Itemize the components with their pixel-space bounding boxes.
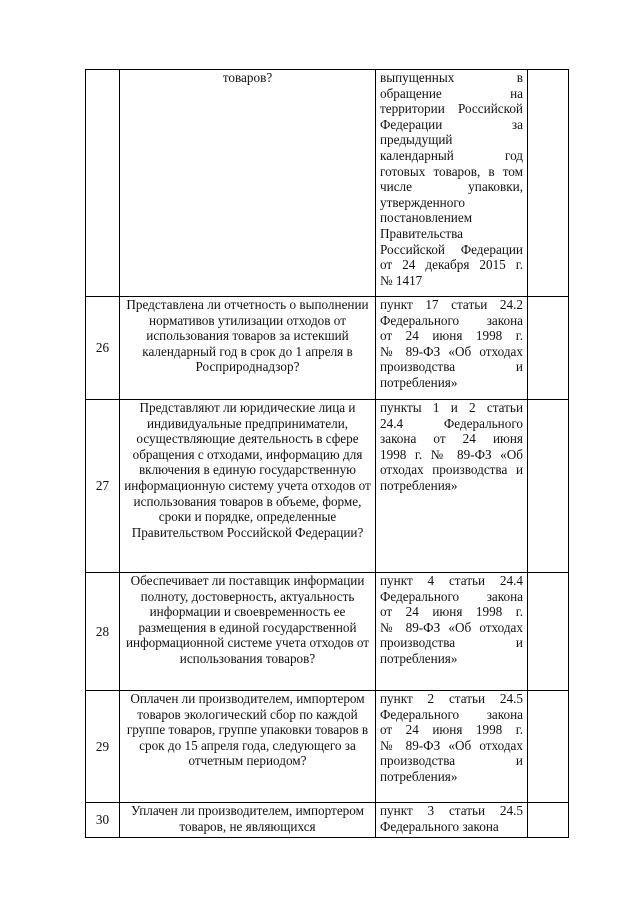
reference-line: пункт 2 статьи 24.5 — [380, 691, 523, 706]
checklist-table — [85, 69, 569, 838]
reference-line: от 24 декабря 2015 г. — [380, 257, 523, 273]
row-number: 28 — [86, 573, 120, 691]
checklist-body — [86, 70, 569, 838]
reference-line: обращение на — [380, 85, 523, 101]
reference-line: № 89-ФЗ «Об отходах — [380, 619, 523, 635]
reference-line: календарный год — [380, 147, 523, 163]
reference-line: 24.4 Федерального — [380, 415, 523, 431]
reference-line: № 89-ФЗ «Об отходах — [380, 343, 523, 359]
reference-line: пункт 17 статьи 24.2 — [380, 297, 523, 312]
reference-line: Федерации за — [380, 116, 523, 132]
reference-line: производства и — [380, 753, 523, 769]
table-row — [86, 803, 569, 838]
legal-reference-cell — [376, 297, 528, 400]
reference-line: Федерального закона — [380, 818, 499, 834]
reference-line: Федерального закона — [380, 588, 523, 604]
reference-line: производства и — [380, 635, 523, 651]
row-number: 26 — [86, 297, 120, 400]
legal-reference-cell — [376, 400, 528, 573]
legal-reference-cell — [376, 691, 528, 803]
question-cell: Представлена ли отчетность о выполнении нормативов утилизации отходов от использования товаров за истекший календарный год в срок до 1 апреля в Росприроднадзор? — [120, 297, 376, 400]
note-cell — [528, 70, 569, 297]
reference-line: производства и — [380, 359, 523, 375]
table-row — [86, 297, 569, 400]
row-number: 27 — [86, 400, 120, 573]
legal-reference-cell — [376, 573, 528, 691]
reference-line: Федерального закона — [380, 312, 523, 328]
note-cell — [528, 803, 569, 838]
table-row — [86, 70, 569, 297]
reference-line: отходах производства и — [380, 462, 523, 478]
table-row — [86, 400, 569, 573]
question-cell: Представляют ли юридические лица и индивидуальные предприниматели, осуществляющие деятельность в сфере обращения с отходами, информацию для включения в единую государственную информационную систему учета отходов от использования товаров в объеме, форме, сроки и порядке, определенные Правительством Российской Федерации? — [120, 400, 376, 573]
reference-line: от 24 июня 1998 г. — [380, 328, 523, 344]
note-cell — [528, 297, 569, 400]
question-cell: товаров? — [120, 70, 376, 297]
question-cell: Оплачен ли производителем, импортером товаров экологический сбор по каждой группе товаров, группе упаковки товаров в срок до 15 апреля года, следующего за отчетным периодом? — [120, 691, 376, 803]
reference-line: Федерального закона — [380, 706, 523, 722]
reference-line: готовых товаров, в том — [380, 163, 523, 179]
reference-line: от 24 июня 1998 г. — [380, 722, 523, 738]
reference-line: потребления» — [380, 374, 458, 390]
reference-line: числе упаковки, — [380, 179, 523, 195]
note-cell — [528, 400, 569, 573]
reference-line: пункт 3 статьи 24.5 — [380, 803, 523, 818]
reference-line: предыдущий — [380, 132, 453, 148]
table-row — [86, 691, 569, 803]
note-cell — [528, 691, 569, 803]
reference-line: № 89-ФЗ «Об отходах — [380, 737, 523, 753]
row-number: 30 — [86, 803, 120, 838]
reference-line: Российской Федерации — [380, 241, 523, 257]
reference-line: 1998 г. № 89-ФЗ «Об — [380, 446, 523, 462]
reference-line: № 1417 — [380, 272, 423, 288]
question-cell: Уплачен ли производителем, импортером товаров, не являющихся — [120, 803, 376, 838]
row-number — [86, 70, 120, 297]
reference-line: потребления» — [380, 477, 458, 493]
reference-line: утвержденного — [380, 194, 466, 210]
legal-reference-cell — [376, 70, 528, 297]
reference-line: закона от 24 июня — [380, 431, 523, 447]
reference-line: пункты 1 и 2 статьи — [380, 400, 523, 415]
row-number: 29 — [86, 691, 120, 803]
table-row — [86, 573, 569, 691]
question-cell: Обеспечивает ли поставщик информации полноту, достоверность, актуальность информации и своевременность ее размещения в единой государственной информационной системе учета отходов от использования товаров? — [120, 573, 376, 691]
reference-line: выпущенных в — [380, 70, 523, 85]
reference-line: от 24 июня 1998 г. — [380, 604, 523, 620]
legal-reference-cell — [376, 803, 528, 838]
reference-line: потребления» — [380, 650, 458, 666]
reference-line: потребления» — [380, 768, 458, 784]
reference-line: постановлением — [380, 210, 473, 226]
reference-line: пункт 4 статьи 24.4 — [380, 573, 523, 588]
reference-line: территории Российской — [380, 101, 523, 117]
reference-line: Правительства — [380, 225, 463, 241]
note-cell — [528, 573, 569, 691]
